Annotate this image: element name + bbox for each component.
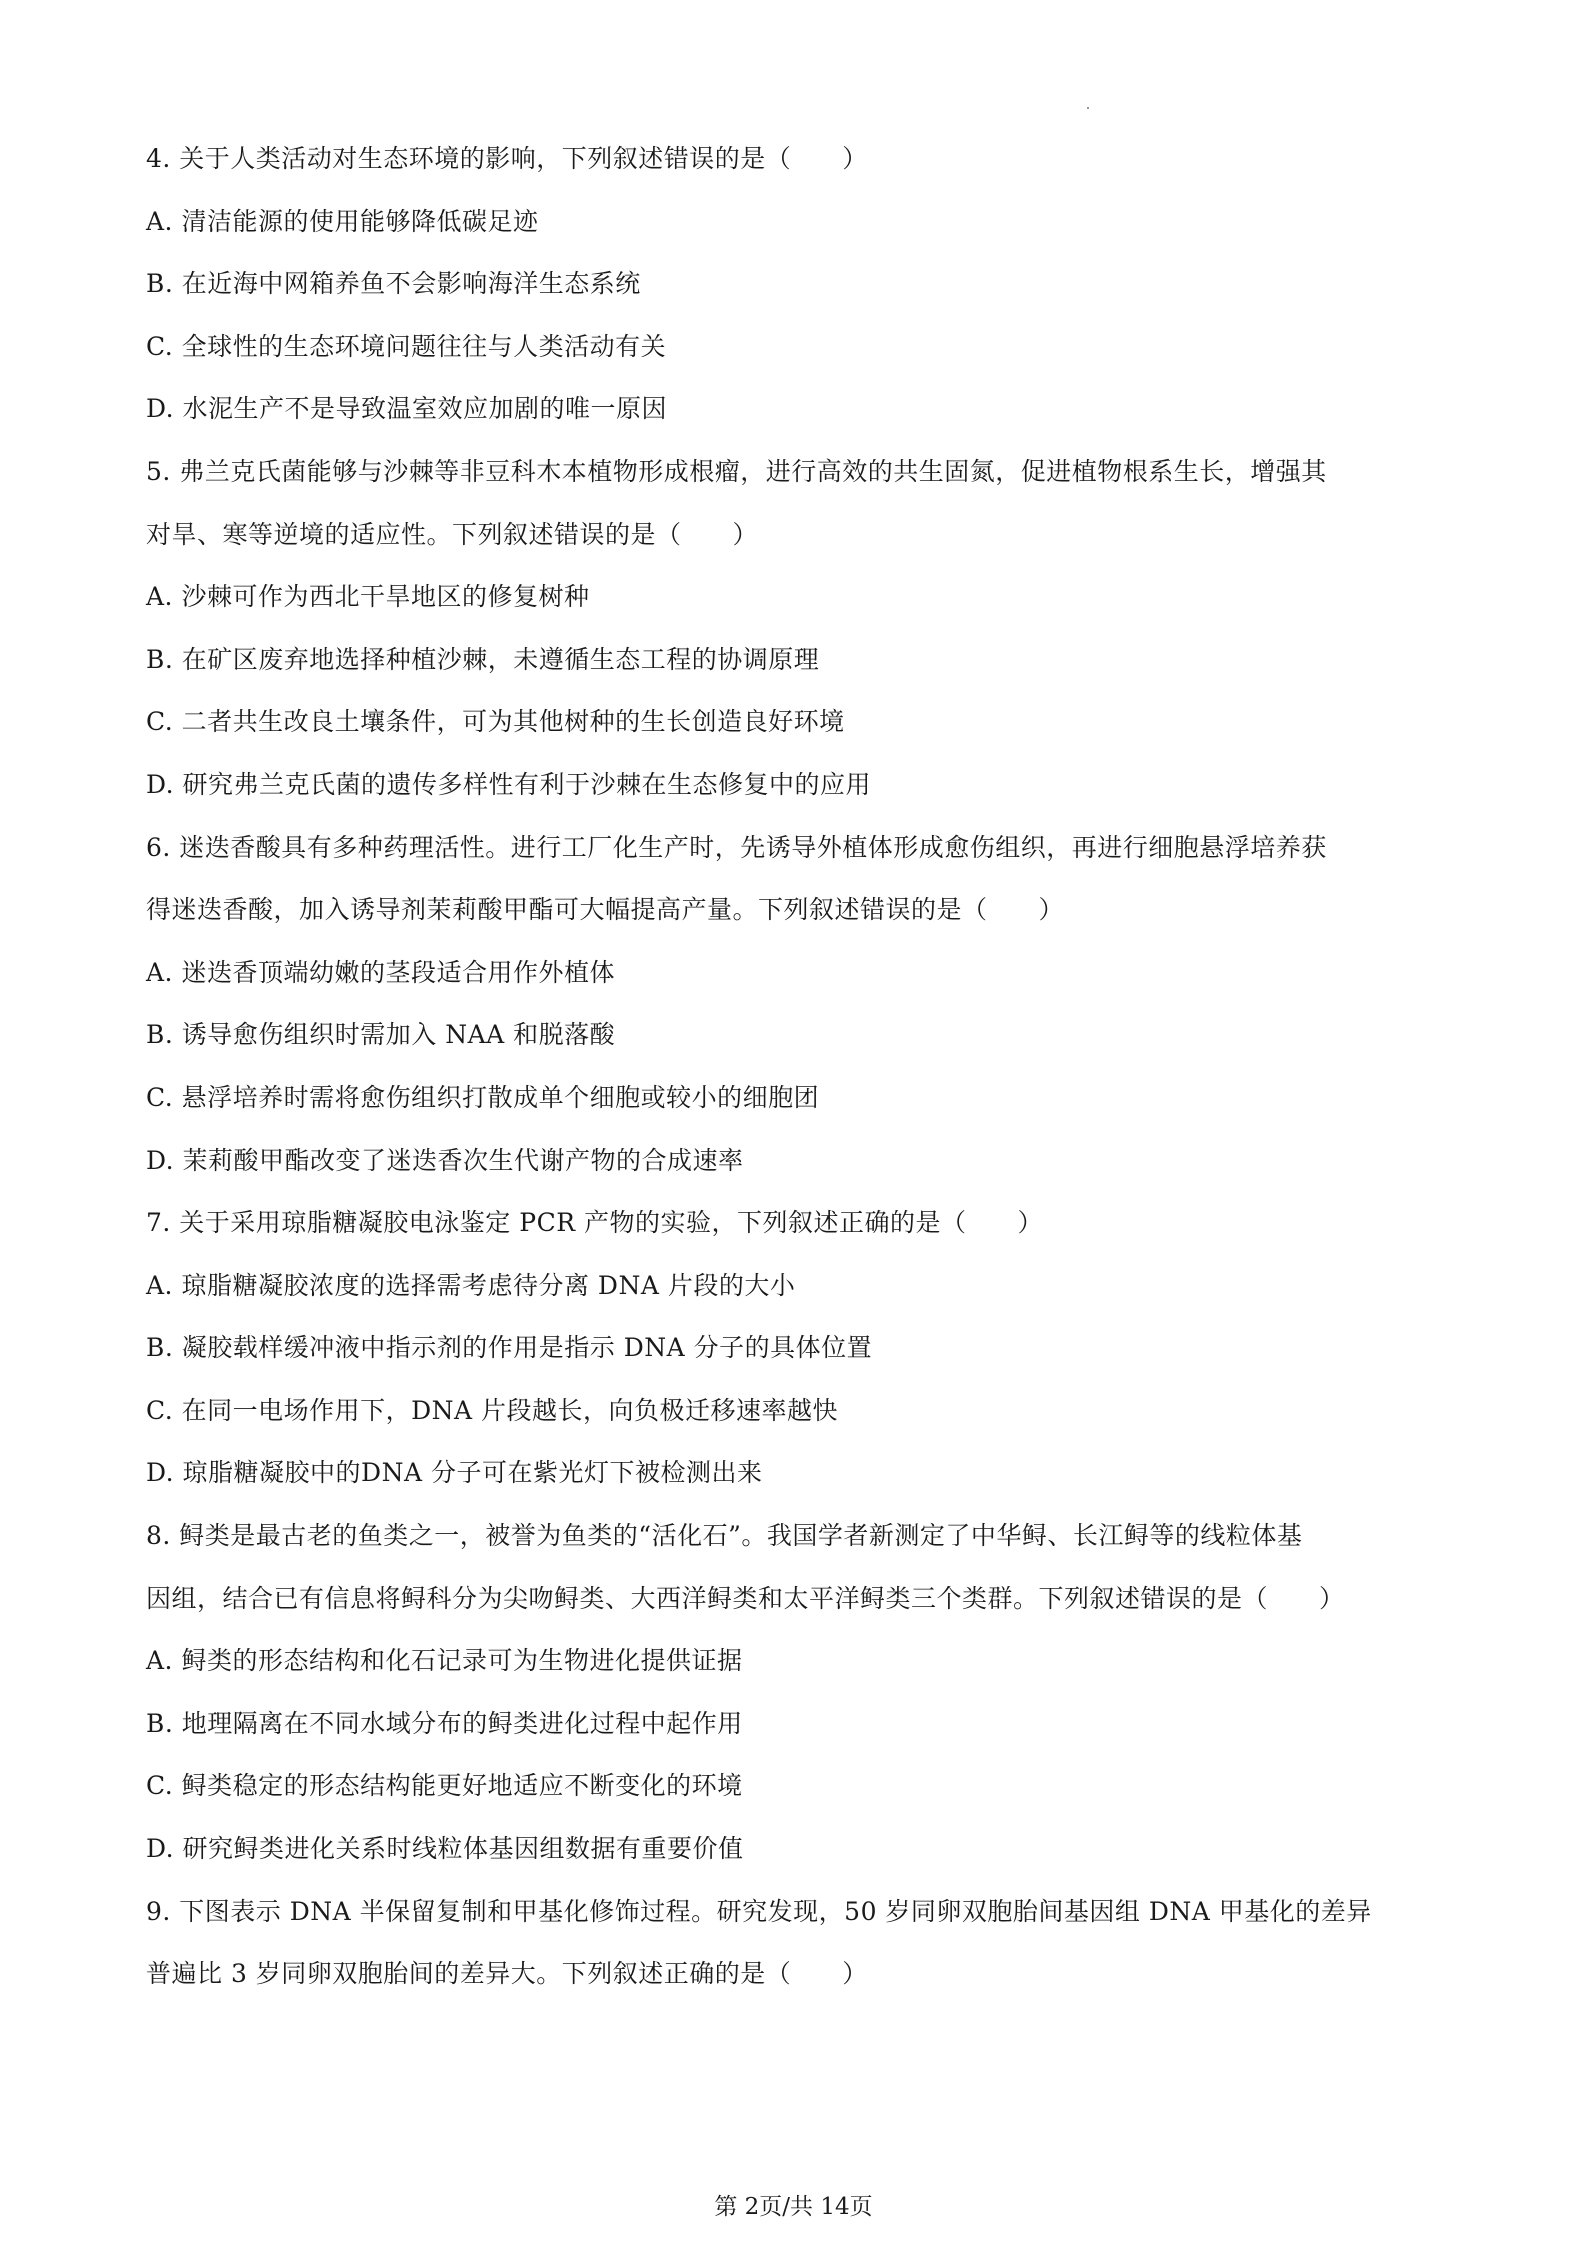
question-5: [146, 441, 1446, 817]
option-d: D. 茉莉酸甲酯改变了迷迭香次生代谢产物的合成速率: [146, 1145, 744, 1175]
option-a: A. 琼脂糖凝胶浓度的选择需考虑待分离 DNA 片段的大小: [146, 1270, 796, 1300]
option-b: B. 在矿区废弃地选择种植沙棘，未遵循生态工程的协调原理: [146, 644, 820, 674]
question-7: [146, 1192, 1446, 1505]
scan-speck: [1087, 107, 1089, 109]
option-d: D. 水泥生产不是导致温室效应加剧的唯一原因: [146, 394, 668, 424]
option-c: C. 二者共生改良土壤条件，可为其他树种的生长创造良好环境: [146, 707, 845, 737]
option-a: A. 鲟类的形态结构和化石记录可为生物进化提供证据: [146, 1646, 743, 1676]
option-d: D. 研究弗兰克氏菌的遗传多样性有利于沙棘在生态修复中的应用: [146, 769, 872, 799]
option-c: C. 悬浮培养时需将愈伤组织打散成单个细胞或较小的细胞团: [146, 1082, 820, 1112]
question-stem-line: 4. 关于人类活动对生态环境的影响，下列叙述错误的是（ ）: [146, 144, 868, 173]
option-a: A. 迷迭香顶端幼嫩的茎段适合用作外植体: [146, 957, 615, 987]
option-a: A. 沙棘可作为西北干旱地区的修复树种: [146, 582, 590, 612]
question-stem-line: 因组，结合已有信息将鲟科分为尖吻鲟类、大西洋鲟类和太平洋鲟类三个类群。下列叙述错误的是（ ）: [146, 1583, 1345, 1613]
option-c: C. 在同一电场作用下，DNA 片段越长，向负极迁移速率越快: [146, 1395, 839, 1425]
question-list: [146, 128, 1446, 2006]
option-a: A. 清洁能源的使用能够降低碳足迹: [146, 206, 539, 236]
question-stem-line: 对旱、寒等逆境的适应性。下列叙述错误的是（ ）: [146, 519, 759, 549]
question-6: [146, 817, 1446, 1193]
option-d: D. 研究鲟类进化关系时线粒体基因组数据有重要价值: [146, 1834, 744, 1864]
option-d: D. 琼脂糖凝胶中的DNA 分子可在紫光灯下被检测出来: [146, 1458, 763, 1488]
question-stem-line: 得迷迭香酸，加入诱导剂茉莉酸甲酯可大幅提高产量。下列叙述错误的是（ ）: [146, 895, 1065, 925]
page-number-footer: 第 2页/共 14页: [714, 2194, 873, 2220]
question-stem-line: 9. 下图表示 DNA 半保留复制和甲基化修饰过程。研究发现，50 岁同卵双胞胎间基因组 DNA 甲基化的差异: [146, 1896, 1372, 1926]
question-stem-line: 6. 迷迭香酸具有多种药理活性。进行工厂化生产时，先诱导外植体形成愈伤组织，再进行细胞悬浮培养获: [146, 832, 1327, 862]
option-b: B. 凝胶载样缓冲液中指示剂的作用是指示 DNA 分子的具体位置: [146, 1333, 873, 1363]
option-b: B. 地理隔离在不同水域分布的鲟类进化过程中起作用: [146, 1708, 743, 1738]
option-b: B. 在近海中网箱养鱼不会影响海洋生态系统: [146, 269, 641, 299]
question-8: [146, 1505, 1446, 1881]
question-stem-line: 7. 关于采用琼脂糖凝胶电泳鉴定 PCR 产物的实验，下列叙述正确的是（ ）: [146, 1208, 1043, 1238]
question-stem-line: 8. 鲟类是最古老的鱼类之一，被誉为鱼类的“活化石”。我国学者新测定了中华鲟、长江鲟等的线粒体基: [146, 1521, 1303, 1551]
question-9: [146, 1881, 1446, 2006]
option-c: C. 鲟类稳定的形态结构能更好地适应不断变化的环境: [146, 1771, 743, 1801]
option-b: B. 诱导愈伤组织时需加入 NAA 和脱落酸: [146, 1020, 616, 1050]
question-stem-line: 普遍比 3 岁同卵双胞胎间的差异大。下列叙述正确的是（ ）: [146, 1959, 868, 1989]
question-4: [146, 128, 1446, 441]
option-c: C. 全球性的生态环境问题往往与人类活动有关: [146, 331, 667, 361]
question-stem-line: 5. 弗兰克氏菌能够与沙棘等非豆科木本植物形成根瘤，进行高效的共生固氮，促进植物根系生长，增强其: [146, 456, 1327, 486]
